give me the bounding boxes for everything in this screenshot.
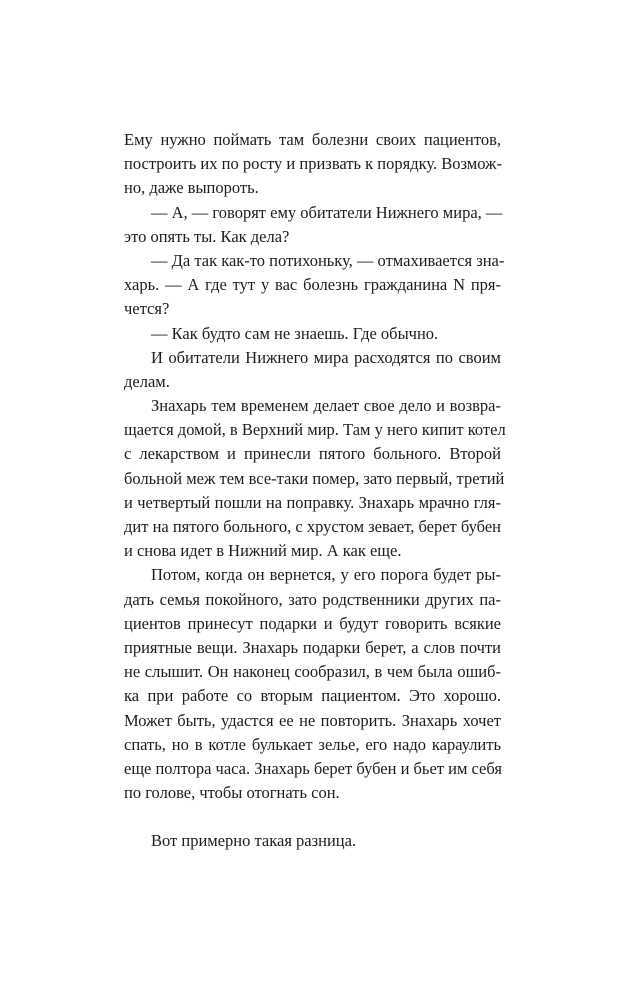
text-line: с лекарством и принесли пятого больного. Второй	[124, 444, 501, 464]
text-line: ка при работе со вторым пациентом. Это хорошо.	[124, 686, 501, 706]
text-line: Знахарь тем временем делает свое дело и возвра-	[151, 396, 501, 416]
paragraph-gap	[124, 805, 501, 829]
text-line: харь. — А где тут у вас болезнь гражданина N пря-	[124, 275, 501, 295]
text-line: циентов принесут подарки и будут говорить всякие	[124, 613, 501, 633]
text-line: это опять ты. Как дела?	[124, 226, 290, 246]
text-line: больной меж тем все-таки помер, зато первый, третий	[124, 468, 505, 488]
text-line: и снова идет в Нижний мир. А как еще.	[124, 541, 402, 561]
text-line: Ему нужно поймать там болезни своих пациентов,	[124, 130, 501, 149]
text-line: — А, — говорят ему обитатели Нижнего мира, —	[151, 202, 503, 222]
text-line: делам.	[124, 371, 170, 391]
text-line: — Да так как-то потихоньку, — отмахивается зна-	[151, 250, 505, 270]
text-line: еще полтора часа. Знахарь берет бубен и бьет им себя	[124, 758, 502, 778]
text-line: дать семья покойного, зато родственники других па-	[124, 589, 501, 609]
text-line: по голове, чтобы отогнать сон.	[124, 783, 340, 803]
text-line: — Как будто сам не знаешь. Где обычно.	[151, 323, 439, 343]
text-line: дит на пятого больного, с хрустом зевает, берет бубен	[124, 517, 501, 536]
text-line: не слышит. Он наконец сообразил, в чем была ошиб-	[124, 662, 501, 682]
text-line: щается домой, в Верхний мир. Там у него кипит котел	[124, 420, 506, 440]
text-line: Может быть, удастся ее не повторить. Знахарь хочет	[124, 710, 501, 730]
text-line: чется?	[124, 299, 170, 319]
closing-line: Вот примерно такая разница.	[151, 831, 357, 851]
text-line: и четвертый пошли на поправку. Знахарь мрачно гля-	[124, 492, 501, 512]
text-line: спать, но в котле булькает зелье, его надо караулить	[124, 734, 501, 754]
text-line: Потом, когда он вернется, у его порога будет ры-	[151, 565, 501, 585]
page-text	[124, 128, 506, 853]
text-line: приятные вещи. Знахарь подарки берет, а слов почти	[124, 637, 501, 657]
body-text	[124, 128, 506, 805]
text-line: И обитатели Нижнего мира расходятся по своим	[151, 347, 501, 367]
text-line: построить их по росту и призвать к порядку. Возмож-	[124, 154, 502, 174]
text-line: но, даже выпороть.	[124, 178, 259, 198]
